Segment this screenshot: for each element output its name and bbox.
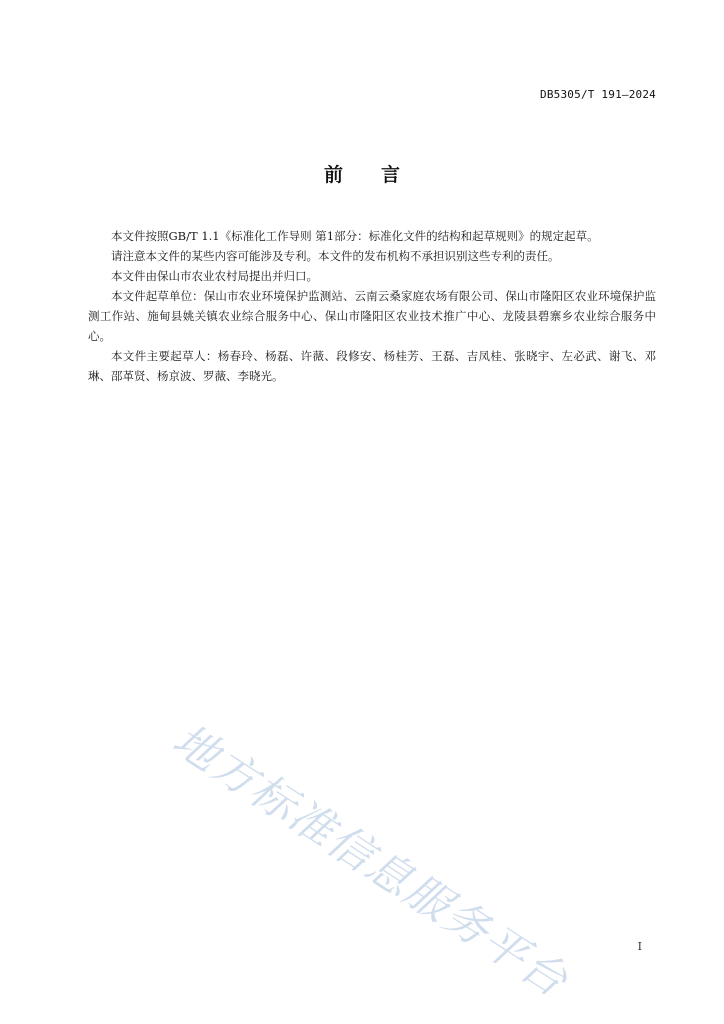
title-char-2: 言 [381,164,401,186]
page-title [0,160,724,187]
paragraph-drafting-units: 本文件起草单位：保山市农业环境保护监测站、云南云桑家庭农场有限公司、保山市隆阳区农业环境保护监测工作站、施甸县姚关镇农业综合服务中心、保山市隆阳区农业技术推广中心、龙陵县碧寨乡农业综合服务中心。 [88,289,656,343]
page-number: I [637,940,642,953]
title-char-1: 前 [323,164,343,186]
paragraph-drafting-rules: 本文件按照GB/T 1.1《标准化工作导则 第1部分：标准化文件的结构和起草规则》的规定起草。 [111,229,599,243]
document-code: DB5305/T 191—2024 [540,88,656,101]
foreword-body [88,226,656,386]
paragraph-drafters: 本文件主要起草人：杨春玲、杨磊、许薇、段修安、杨桂芳、王磊、吉凤桂、张晓宇、左必武、谢飞、邓琳、邵革贤、杨京波、罗薇、李晓光。 [88,349,656,383]
paragraph-patent-notice: 请注意本文件的某些内容可能涉及专利。本文件的发布机构不承担识别这些专利的责任。 [111,249,560,263]
watermark: 地方标准信息服务平台 [163,714,578,1008]
paragraph-proposer: 本文件由保山市农业农村局提出并归口。 [111,269,318,283]
